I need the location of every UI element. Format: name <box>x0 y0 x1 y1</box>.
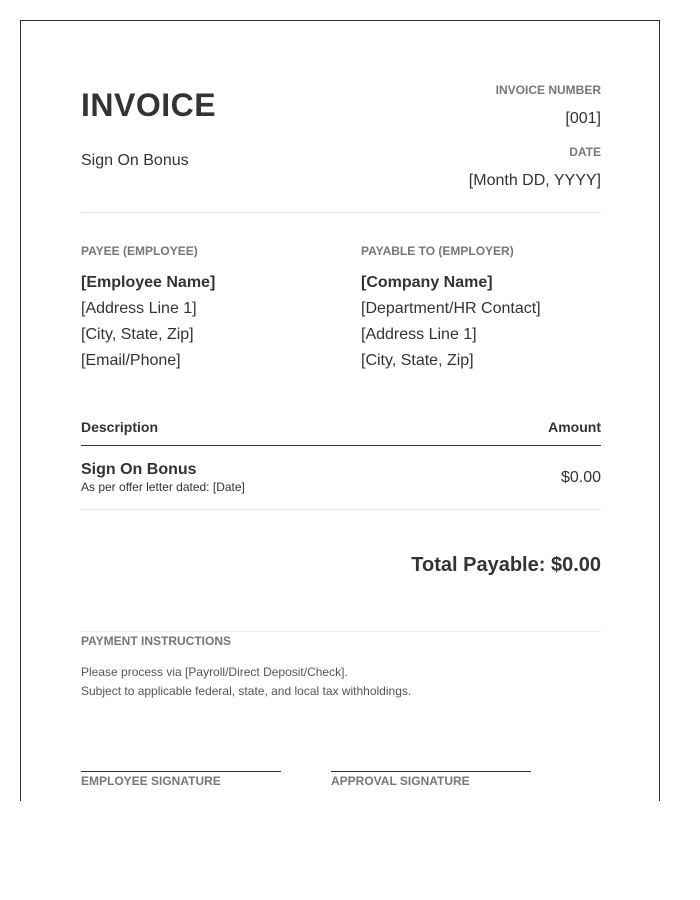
payee-name: [Employee Name] <box>81 274 216 291</box>
invoice-meta <box>469 83 601 191</box>
table-row <box>81 446 601 510</box>
payee-city: [City, State, Zip] <box>81 326 194 343</box>
date-label: DATE <box>569 145 601 159</box>
header-divider <box>81 212 601 213</box>
approval-signature-line <box>331 771 531 788</box>
invoice-number-label: INVOICE NUMBER <box>495 83 601 97</box>
employee-signature-label: EMPLOYEE SIGNATURE <box>81 774 221 788</box>
invoice-number-value: [001] <box>565 110 601 127</box>
payment-instructions-label: PAYMENT INSTRUCTIONS <box>81 634 232 648</box>
company-contact: [Department/HR Contact] <box>361 300 541 317</box>
invoice-title: INVOICE <box>81 87 217 123</box>
employee-signature-line <box>81 771 281 788</box>
invoice-subtitle: Sign On Bonus <box>81 152 189 169</box>
description-header: Description <box>81 419 159 435</box>
payment-line-2: Subject to applicable federal, state, and local tax withholdings. <box>81 684 412 698</box>
payee-label: PAYEE (EMPLOYEE) <box>81 244 198 258</box>
approval-signature-label: APPROVAL SIGNATURE <box>331 774 470 788</box>
payment-divider <box>81 631 601 632</box>
payee-address: [Address Line 1] <box>81 300 197 317</box>
company-address: [Address Line 1] <box>361 326 477 343</box>
amount-header: Amount <box>548 419 601 435</box>
company-name: [Company Name] <box>361 274 493 291</box>
date-value: [Month DD, YYYY] <box>468 172 601 189</box>
payee-block <box>81 244 341 374</box>
payee-contact: [Email/Phone] <box>81 352 181 369</box>
company-city: [City, State, Zip] <box>361 352 474 369</box>
item-note: As per offer letter dated: [Date] <box>81 480 245 494</box>
payment-line-1: Please process via [Payroll/Direct Deposit/Check]. <box>81 665 348 679</box>
payable-to-block <box>361 244 621 374</box>
total-payable: Total Payable: $0.00 <box>411 554 601 576</box>
payable-to-label: PAYABLE TO (EMPLOYER) <box>361 244 514 258</box>
item-title: Sign On Bonus <box>81 461 197 478</box>
table-header <box>81 419 601 446</box>
invoice-page <box>20 20 660 801</box>
item-amount: $0.00 <box>560 469 601 486</box>
